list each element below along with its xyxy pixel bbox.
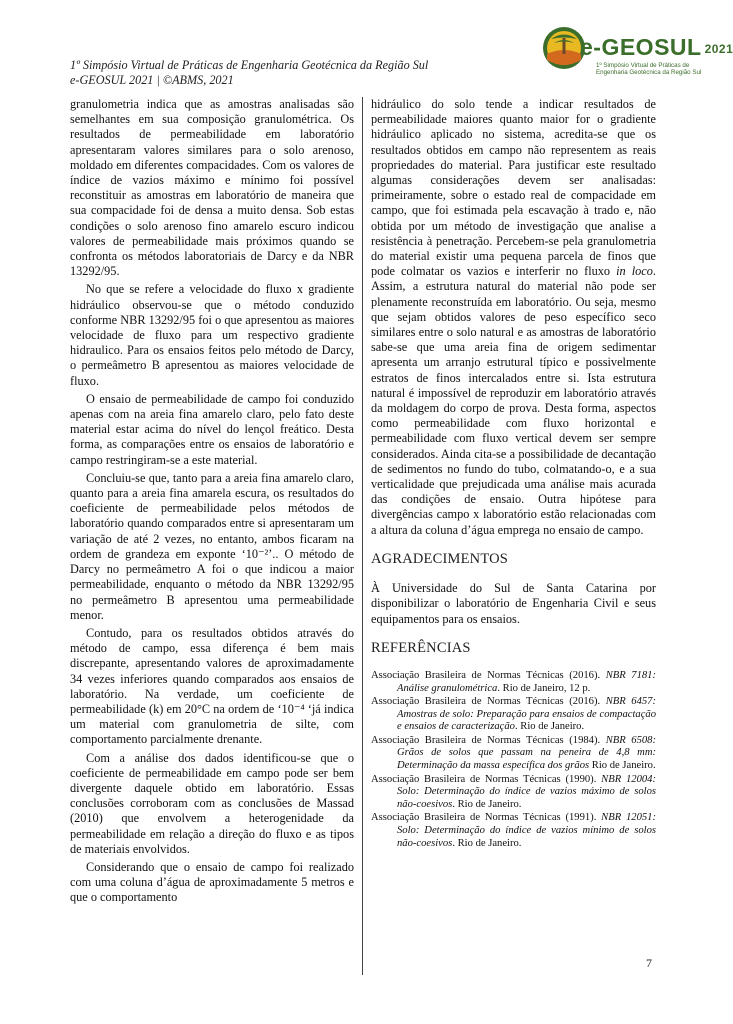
reference-item: Associação Brasileira de Normas Técnicas (1990). NBR 12004: Solo: Determinação do índice de vazios máximo de solos não-coesivos. Rio de Janeiro. bbox=[371, 773, 657, 810]
logo-year: 2021 bbox=[704, 42, 733, 56]
reference-item: Associação Brasileira de Normas Técnicas (1991). NBR 12051: Solo: Determinação do índice de vazios mínimo de solos não-coesivos. Rio de Janeiro. bbox=[371, 812, 657, 849]
references-heading: REFERÊNCIAS bbox=[371, 639, 471, 656]
page-number: 7 bbox=[646, 956, 652, 970]
conference-logo bbox=[540, 22, 733, 82]
paragraph-text-end: . Assim, a estrutura natural do material não pode ser plenamente reconstruída em laboratório. Ou seja, mesmo que sejam obtidos valores de peso específico seco similares entre o solo natural e as amostras de laboratório sabe-se que uma areia fina de origem sedimentar apresenta um arranjo estrutural típico e possivelmente estratos de finos intercalados entre si. Ista estrutura natural é impossível de reproduzir em laboratório através da moldagem do corpo de prova. Desta forma, aspectos como permeabilidade com fluxo horizontal e permeabilidade com fluxo vertical devem ser sempre considerados. Ainda cita-se a possibilidade de decantação de sedimentos no fundo do tubo, colmatando-o, e a sua verticalidade que prejudicada uma análise mais acurada das condições de ensaio. Outra hipótese para divergências campo x laboratório estão relacionadas com a altura da coluna d’água emprega no ensaio de campo. bbox=[371, 264, 656, 537]
body-paragraph-6: Com a análise dos dados identificou-se que o coeficiente de permeabilidade em campo pode ser bem divergente daquele obtido em laboratório. Essas conclusões corroboram com as conclusões de Massad (2010) que envolvem a heterogenidade da permeabilidade em relação a direção do fluxo e as tipos de materiais envolvidos. bbox=[70, 750, 354, 856]
paragraph-italic-term: in loco bbox=[616, 264, 653, 279]
paragraph-text-start: hidráulico do solo tende a indicar resultados de permeabilidade maiores quanto maior for o gradiente hidráulico aplicado no sistema, acredita-se que os resultados obtidos em campo não representem as reais propriedades do material. Para justificar este resultado algumas considerações devem ser analisadas: primeiramente, sobre o estado real de compacidade em campo, que foi estimada pela escavação à trado e, não obtida por um método de investigação que analise a resistência à penetração. Percebem-se pela granulometria do material existir uma pequena parcela de finos que pode colmatar os vazios e interferir no fluxo bbox=[371, 97, 656, 279]
body-paragraph-4: Concluiu-se que, tanto para a areia fina amarelo claro, quanto para a areia fina amarela escura, os resultados do coeficiente de permeabilidade pelos métodos de laboratório quando comparados entre si apresentaram um variação de até 2 vezes, no entanto, ambos ficaram na ordem de grandeza em exponte ‘10⁻²’.. O método de Darcy no permeâmetro A foi o que indicou a maior permeabilidade, enquanto o método da NBR 13292/95 no permeâmetro B apresentou uma permeabilidade menor. bbox=[70, 470, 354, 622]
logo-wordmark: e-GEOSUL bbox=[580, 34, 702, 60]
right-column bbox=[371, 97, 656, 851]
reference-item: Associação Brasileira de Normas Técnicas (2016). NBR 6457: Amostras de solo: Preparação para ensaios de compactação e ensaios de caracterização. Rio de Janeiro. bbox=[371, 696, 656, 733]
running-header bbox=[70, 58, 490, 88]
header-conference-name: 1º Simpósio Virtual de Práticas de Engenharia Geotécnica da Região Sul bbox=[70, 58, 429, 72]
body-paragraph-1: granulometria indica que as amostras analisadas são semelhantes em sua composição granulométrica. Os resultados de permeabilidade em laboratório apresentaram valores similares para o solo arenoso, moldado em diferentes compacidades. Com os valores de índice de vazios máximo e mínimo foi possível reconstituir as amostras em laboratório de maneira que sua compacidade foi de densa a muito densa. Sob estas condições o solo arenoso fino amarelo escuro indicou valores de permeabilidade mais próximos quando se confronta os métodos laboratoriais de Darcy e da NBR 13292/95. bbox=[70, 97, 354, 279]
logo-subtitle-line1: 1º Simpósio Virtual de Práticas de bbox=[596, 62, 690, 69]
left-column bbox=[70, 97, 354, 909]
logo-subtitle bbox=[596, 62, 716, 77]
column-separator bbox=[362, 97, 363, 975]
body-paragraph-5: Contudo, para os resultados obtidos através do método de campo, essa diferença é bem mais discrepante, apresentando valores de aproximadamente 34 vezes inferiores quando comparados aos ensaios de laboratório. Na verdade, um coeficiente de permeabilidade (k) em 20°C na ordem de ‘10⁻⁴ ‘já indica um material com granulometria de silte, com comportamento parcialmente drenante. bbox=[70, 625, 354, 747]
body-paragraph-2: No que se refere a velocidade do fluxo x gradiente hidráulico observou-se que o método conduzido conforme NBR 13292/95 foi o que apresentou as maiores velocidade de fluxo para um respectivo gradiente hidraulico. Para os ensaios feitos pelo método de Darcy, o permeâmetro B apresentou as maiores velocidade de fluxo. bbox=[70, 282, 354, 388]
acknowledgements-heading: AGRADECIMENTOS bbox=[371, 550, 509, 567]
reference-item: Associação Brasileira de Normas Técnicas (1984). NBR 6508: Grãos de solos que passam na peneira de 4,8 mm: Determinação da massa específica dos grãos Rio de Janeiro. bbox=[371, 734, 656, 772]
reference-list bbox=[371, 670, 656, 850]
header-event-copyright: e-GEOSUL 2021 | ©ABMS, 2021 bbox=[70, 73, 234, 87]
logo-title bbox=[580, 34, 733, 61]
acknowledgements-text: À Universidade do Sul de Santa Catarina por disponibilizar o laboratório de Engenharia Civil e seus equipamentos para os ensaios. bbox=[371, 581, 656, 626]
reference-item: Associação Brasileira de Normas Técnicas (2016). NBR 7181: Análise granulométrica. Rio de Janeiro, 12 p. bbox=[371, 669, 656, 694]
body-paragraph-3: O ensaio de permeabilidade de campo foi conduzido apenas com na areia fina amarelo claro, pelo fato deste material estar acima do nível do lençol freático. Desta forma, as comparações entre os ensaios de laboratório e campo restringiram-se a este material. bbox=[70, 391, 354, 467]
body-paragraph-continued bbox=[371, 97, 656, 538]
body-paragraph-7: Considerando que o ensaio de campo foi realizado com uma coluna d’água de aproximadamente 5 metros e que o comportamento bbox=[70, 859, 354, 905]
logo-subtitle-line2: Engenharia Geotécnica da Região Sul bbox=[596, 69, 702, 77]
